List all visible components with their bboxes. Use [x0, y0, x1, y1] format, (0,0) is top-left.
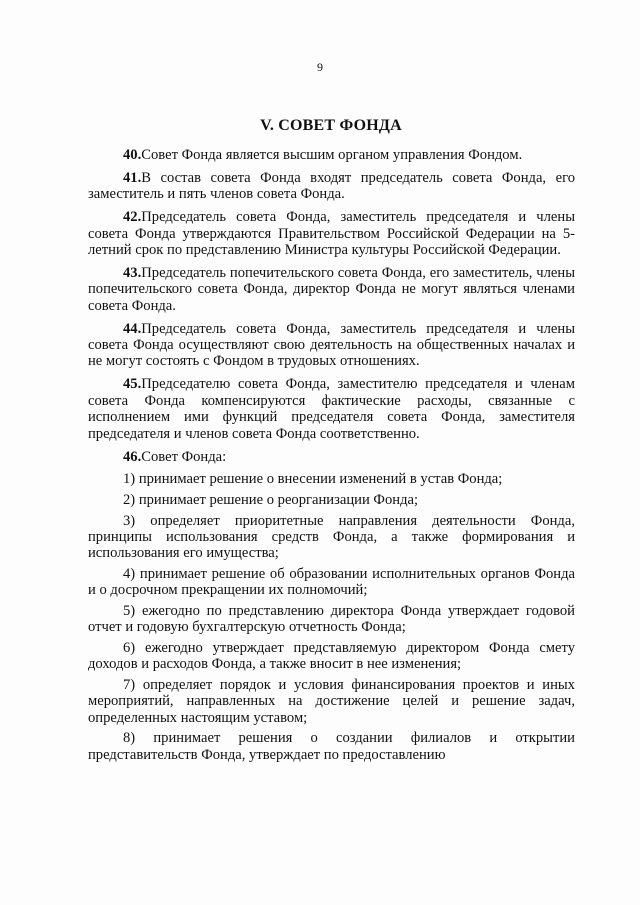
item-number: 7): [123, 677, 136, 693]
paragraph-text: Председатель попечительского совета Фонда, его заместитель, члены попечительского совета Фонда, директор Фонда не могут являться членами совета Фонда.: [88, 264, 575, 314]
paragraph-text: Совет Фонда является высшим органом управления Фондом.: [141, 147, 523, 163]
item-number: 1): [123, 471, 136, 488]
list-item: [88, 492, 575, 508]
item-text: ежегодно по представлению директора Фонда утверждает годовой отчет и годовую бухгалтерскую отчетность Фонда;: [88, 603, 575, 636]
paragraph-text: Председателю совета Фонда, заместителю председателя и членам совета Фонда компенсируются фактические расходы, связанные с исполнением ими функций председателя совета Фонда, заместителя председателя и членов совета Фонда соответственно.: [88, 376, 575, 442]
list-item: [88, 730, 575, 763]
section-title: V. СОВЕТ ФОНДА: [260, 117, 402, 134]
item-text: принимает решение о внесении изменений в устав Фонда;: [138, 471, 503, 488]
list-item: [88, 566, 575, 599]
paragraph-number: 41.: [123, 169, 142, 186]
paragraph-number: 40.: [123, 147, 142, 163]
paragraph-43: [88, 265, 575, 314]
item-text: принимает решения о создании филиалов и открытии представительств Фонда, утверждает по предоставлению: [88, 730, 575, 763]
paragraph-44: [88, 321, 575, 370]
paragraph-42: [88, 209, 575, 258]
list-item: [88, 677, 575, 726]
item-text: определяет порядок и условия финансирования проектов и иных мероприятий, направленных на достижение целей и решение задач, определенных настоящим уставом;: [88, 677, 575, 726]
paragraph-number: 42.: [123, 209, 142, 226]
item-number: 5): [123, 603, 136, 619]
list-item: [88, 513, 575, 562]
paragraph-45: [88, 376, 575, 442]
paragraph-40: [88, 147, 575, 163]
list-item: [88, 640, 575, 673]
list-item: [88, 603, 575, 636]
paragraph-number: 46.: [123, 448, 142, 465]
list-item: [88, 471, 575, 487]
paragraph-46: [88, 449, 575, 465]
paragraph-41: [88, 170, 575, 203]
page-number: 9: [317, 60, 323, 74]
paragraph-text: Председатель совета Фонда, заместитель председателя и члены совета Фонда осуществляют свою деятельность на общественных началах и не могут состоять с Фондом в трудовых отношениях.: [88, 320, 575, 370]
paragraph-number: 45.: [123, 376, 142, 393]
item-number: 6): [123, 640, 136, 656]
document-body: [88, 147, 575, 767]
paragraph-number: 43.: [123, 264, 142, 281]
item-text: принимает решение об образовании исполнительных органов Фонда и о досрочном прекращении их полномочий;: [88, 566, 575, 599]
item-number: 4): [123, 566, 136, 582]
council-powers-list: [88, 471, 575, 763]
paragraph-text: В состав совета Фонда входят председатель совета Фонда, его заместитель и пять членов совета Фонда.: [88, 169, 575, 203]
paragraph-text: Председатель совета Фонда, заместитель председателя и члены совета Фонда утверждаются Правительством Российской Федерации на 5-летний срок по представлению Министра культуры Российской Федерации.: [88, 209, 575, 259]
item-text: определяет приоритетные направления деятельности Фонда, принципы использования средств Фонда, а также формирования и использования его имущества;: [88, 512, 575, 562]
item-text: ежегодно утверждает представляемую директором Фонда смету доходов и расходов Фонда, а также вносит в нее изменения;: [88, 640, 575, 673]
item-number: 3): [123, 512, 136, 529]
paragraph-text: Совет Фонда:: [141, 448, 227, 465]
paragraph-number: 44.: [123, 320, 142, 337]
item-number: 8): [123, 730, 136, 747]
item-text: принимает решение о реорганизации Фонда;: [138, 492, 419, 508]
item-number: 2): [123, 492, 136, 508]
